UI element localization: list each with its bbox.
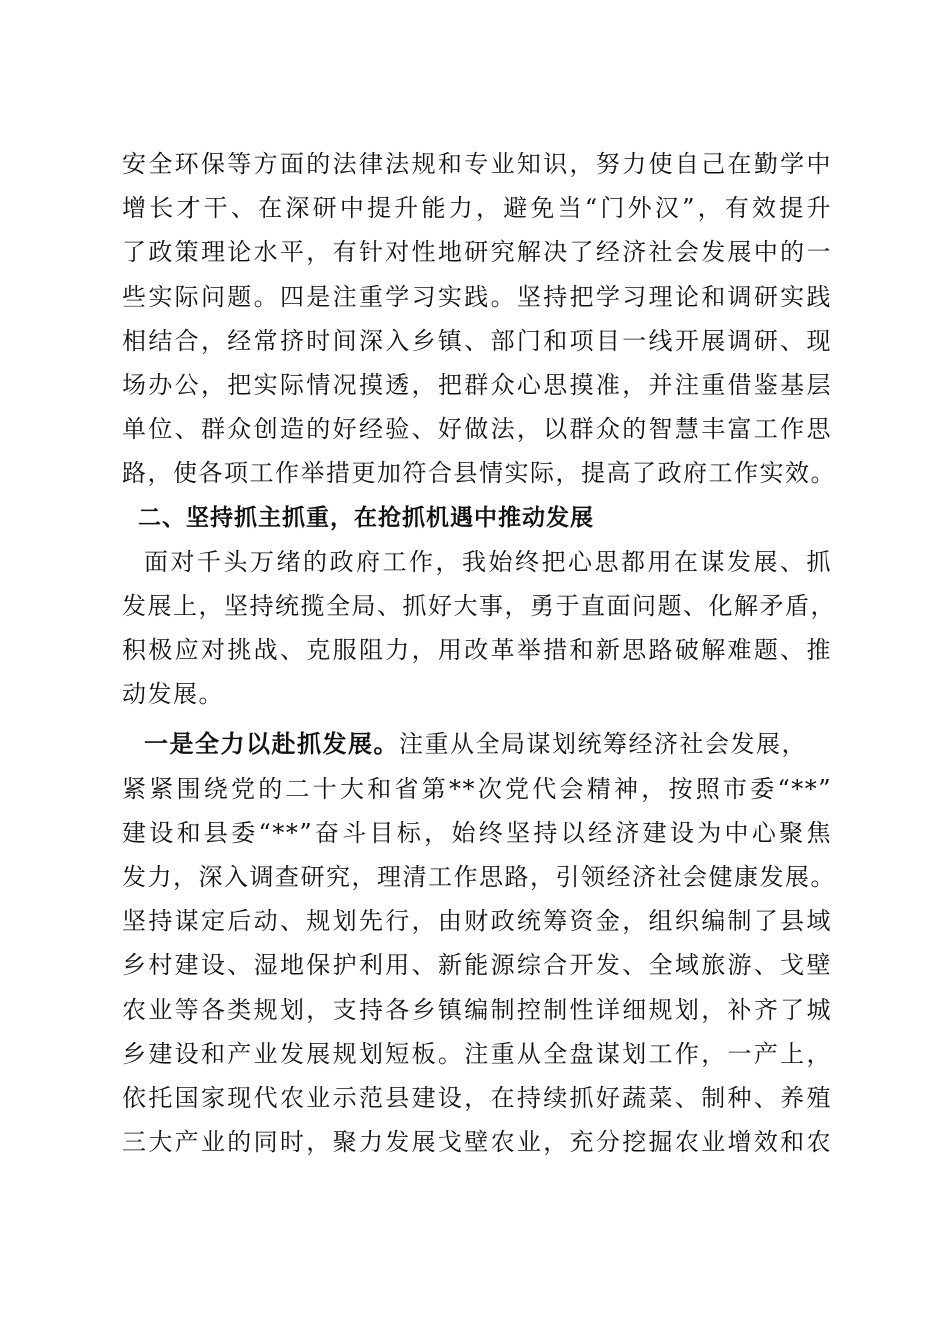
paragraph-line: 发展上，坚持统揽全局、抓好大事，勇于直面问题、化解矛盾， bbox=[122, 591, 836, 620]
paragraph-line: 乡建设和产业发展规划短板。注重从全盘谋划工作，一产上， bbox=[122, 1039, 832, 1068]
paragraph-line: 面对千头万绪的政府工作，我始终把心思都用在谋发展、抓 bbox=[144, 547, 832, 576]
paragraph-line: 路，使各项工作举措更加符合县情实际，提高了政府工作实效。 bbox=[122, 459, 836, 488]
paragraph-line: 动发展。 bbox=[122, 680, 224, 709]
paragraph-line: 些实际问题。四是注重学习实践。坚持把学习理论和调研实践 bbox=[122, 282, 832, 311]
paragraph-line: 单位、群众创造的好经验、好做法，以群众的智慧丰富工作思 bbox=[122, 415, 832, 444]
paragraph-line: 积极应对挑战、克服阻力，用改革举措和新思路破解难题、推 bbox=[122, 636, 832, 665]
paragraph-line: 了政策理论水平，有针对性地研究解决了经济社会发展中的一 bbox=[122, 238, 832, 267]
paragraph-line: 场办公，把实际情况摸透，把群众心思摸准，并注重借鉴基层 bbox=[122, 370, 832, 399]
paragraph-line-lead bbox=[122, 722, 832, 766]
paragraph-line: 三大产业的同时，聚力发展戈壁农业，充分挖掘农业增效和农 bbox=[122, 1128, 832, 1157]
paragraph-line: 相结合，经常挤时间深入乡镇、部门和项目一线开展调研、现 bbox=[122, 326, 832, 355]
paragraph-line: 安全环保等方面的法律法规和专业知识，努力使自己在勤学中 bbox=[122, 150, 832, 178]
paragraph-line: 坚持谋定后动、规划先行，由财政统筹资金，组织编制了县域 bbox=[122, 907, 832, 936]
point-lead-rest: 注重从全局谋划统筹经济社会发展， bbox=[399, 730, 807, 759]
paragraph-line: 依托国家现代农业示范县建设，在持续抓好蔬菜、制种、养殖 bbox=[122, 1083, 832, 1112]
paragraph-line: 增长才干、在深研中提升能力，避免当“门外汉”，有效提升 bbox=[122, 194, 832, 223]
paragraph-line: 建设和县委“**”奋斗目标，始终坚持以经济建设为中心聚焦 bbox=[122, 818, 832, 847]
paragraph-line: 发力，深入调查研究，理清工作思路，引领经济社会健康发展。 bbox=[122, 863, 836, 891]
paragraph-line: 农业等各类规划，支持各乡镇编制控制性详细规划，补齐了城 bbox=[122, 995, 832, 1024]
point-lead-text: 一是全力以赴抓发展。 bbox=[144, 729, 399, 759]
paragraph-line: 紧紧围绕党的二十大和省第**次党代会精神，按照市委“**” bbox=[122, 774, 832, 803]
paragraph-line: 乡村建设、湿地保护利用、新能源综合开发、全域旅游、戈壁 bbox=[122, 951, 832, 980]
section-heading: 二、坚持抓主抓重，在抢抓机遇中推动发展 bbox=[138, 504, 594, 531]
document-body bbox=[122, 142, 836, 1164]
